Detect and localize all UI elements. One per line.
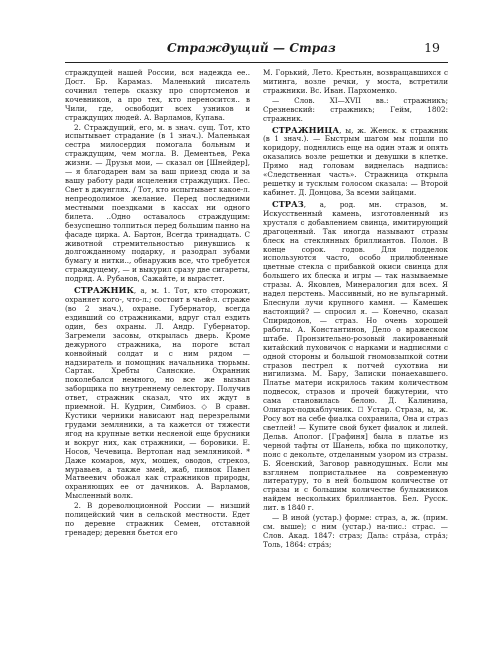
continued-text: страждущей нашей России, вся надежда ее.. Дост. Бр. Карамаз. Маленький писатель сочинил теперь сказку про спортсменов и кочевников, а про тех, кто переносится.. в Чили, где, освободит всех узников и страждущих людей. А. Варламов, Купава.	[65, 69, 250, 122]
page-number: 19	[424, 40, 440, 55]
page-header	[65, 38, 448, 63]
dictionary-entry	[263, 125, 448, 198]
etymology-note: — Слов. XI—XVII вв.: стражникъ; Срезневский: стражникъ; Гейм, 1802: стражник.	[263, 95, 448, 123]
dictionary-entry	[263, 199, 448, 513]
text-columns	[65, 69, 448, 644]
right-column	[263, 69, 448, 644]
entry-text: , а, м. 1. Тот, кто сторожит, охраняет кого-, что-л.; состоит в чьей-л. страже (во 2 знач.), охране. Губернатор, всегда ездивший со стражниками, вдруг стал ездить один, без охраны. Л. Андр. Губернатор. Загремели засовы, открылась дверь. Кроме дежурного стражника, на пороге встал конвойный солдат и с ним рядом — надзиратель и помощник начальника тюрьмы. Сартак. Хребты Саянские. Охранник поколебался немного, но все же вызвал заборщика по внутреннему селектору. Получив ответ, стражник сказал, что их ждут в приемной. Н. Кудрин, Симбиоз. ◇ В сравн. Кустики черники нависают над перезрелыми грудами земляники, а та кажется от тяжести ягод на крупные ветки несяеной еще брусники и вокруг них, как стражники, — боровики. Е. Носов, Чечевица. Вертопан над земляникой. * Даже комаров, мух, мошек, оводов, стрекоз, муравьев, а также змей, жаб, пиявок Павел Матвеевич обожал как стражников природы, охраняющих ее от дачников. А. Варламов, Мысленный волк.	[65, 286, 250, 501]
entry-sense: — В иной (устар.) форме: страз, а, ж. (прим. см. выше); с ним (устар.) на-пис.: страс. — Слов. Акад. 1847: страз; Даль: стра́за, стра́з; Толь, 1864: стра́з;	[263, 513, 448, 549]
continued-text: М. Горький, Лето. Крестьян, возвращавшихся с митинга, возле речки, у моста, встретили стражники. Вс. Иван. Пархоменко.	[263, 69, 448, 95]
entry-sense: 2. В дореволюционной России — низший полицейский чин в сельской местности. Едет по деревне стражник Семен, отставной гренадер; деревня бьется его	[65, 501, 250, 538]
entry-text: , ы, ж. Женск. к стражник (в 1 знач.). — Быстрым шагом мы пошли по коридору, поднялись еще на один этаж и опять оказались возле решетки и девушки в клетке. Прямо над головам виднелась надпись: «Следственная часть». Стражница открыла решетку и тусклым голосом сказала: — Второй кабинет. Д. Донцова, За всеми зайцами.	[263, 125, 448, 197]
entry-headword: СТРАЖНИК	[74, 285, 134, 296]
running-head: Страждущий — Страз	[167, 41, 336, 55]
left-column	[65, 69, 250, 644]
entry-text: , а, род. мн. стразов, м. Искусственный камень, изготовленный из хрусталя с добавлением свинца, имитирующий драгоценный. Так иногда называют стразы блеск на стеклянных бриллиантов. Полон. В конце сорок. годов. Для подделок используются часто, особо прилюбленные цветные стекла с прибавкой окиси свинца для большего их блеска и игры — так называемые стразы. А. Яковлев, Минералогия для всех. Я надел перстень. Массивный, но не вульгарный. Блеснули лучи крупного камня. — Камешек настоящий? — спросил я. — Конечно, сказал Спиридонов, — страз. Но очень хорошей работы. А. Константинов, Дело о вражеском штабе. Пронзительно-розовый лакированный китайский пуховичок с нарками и надписями с одной стороны и большой гномовзыпкой сотни стразов пестрел к потчей сухотвиа ни нигилизма. М. Бару, Записки понаехавшего. Платье матери искрилось таким количеством подвесок, стразов и прочей бижутерии, что сама становилась белою. Д. Калинина, Олигарх-подкаблучник. ☐ Устар. Страза, ы, ж. Росу вот на себе фиалка сохранила, Она и страз светлей! — Купите свой букет фиалок и лилей. Дельв. Аполог. [Графиня] была в платье из черной тафты от Шанель, юбка по щиколотку, пояс с декольте, отделанным узором из стразы. Б. Ясенский, Заговор равнодушных. Если мы взглянем попристальнее на современную литературу, то в ней большом количестве от стразы и с большим количестве булыжников найдем нескольких бриллиантов. Бел. Русск. лит. в 1840 г.	[263, 199, 448, 513]
entry-headword: СТРАЗ	[272, 198, 304, 209]
entry-headword: СТРАЖНИЦА	[272, 124, 340, 135]
entry-sense: 2. Страждущий, его, м. в знач. сущ. Тот, кто испытывает страдание (в 1 знач.). Маленькая сестра милосердия помогала больным и страждущим, чем могла. В. Дементьев, Река жизни. — Друзья мои, — сказал он [Шнейдер], — я благодарен вам за ваш приезд сюда и за вашу работу ради исцеления страждущих. Пес. Свет в джунглях. / Тот, кто испытывает какое-л. непреодолимое желание. Перед последними местными поездками в кассах ни одного билета. ..Одно оставалось страждущим: безуспешно толпиться перед большим панно на фасаде цирка. А. Бартон, Всегда тринадцать. С животной стремительностью ринувшись к долгожданному подарку, я разодрал зубами бумагу и нитки.., обнаружив все, что требуется страждущему, — и выкурил сразу две сигареты, подряд. А. Рубанов, Сажайте, и вырастет.	[65, 122, 250, 284]
dictionary-entry	[65, 285, 250, 501]
